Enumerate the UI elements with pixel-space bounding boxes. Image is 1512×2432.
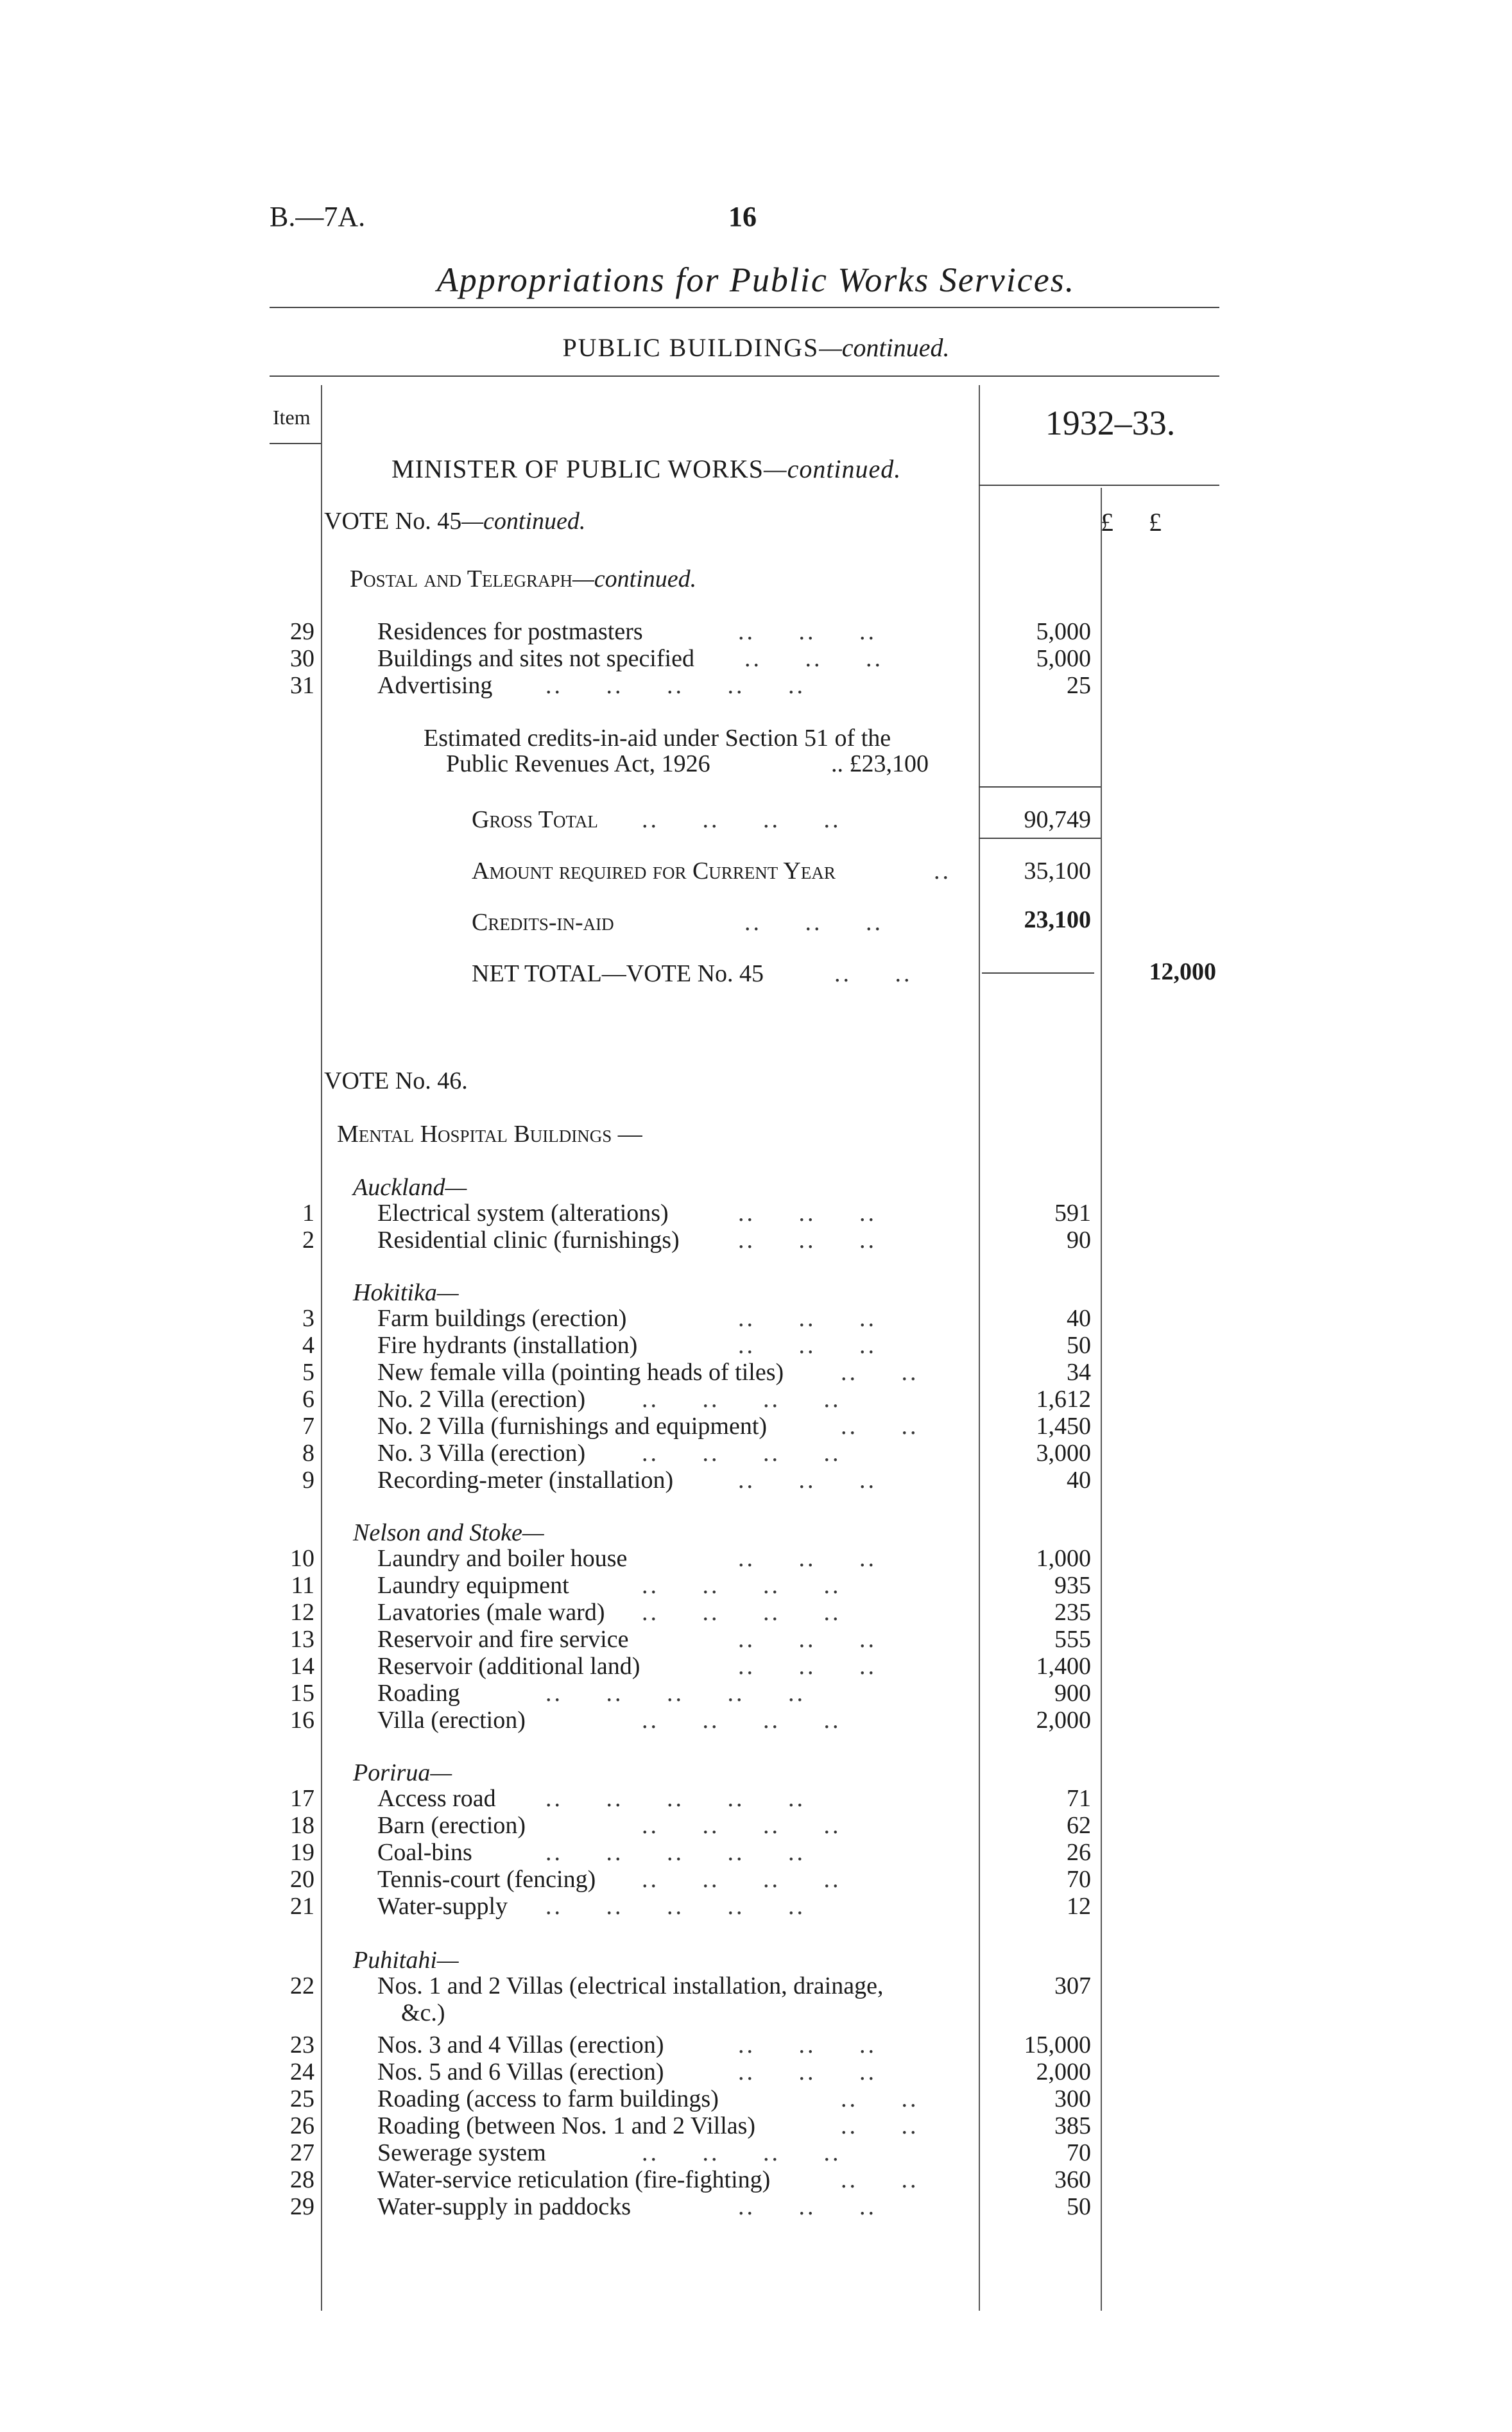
- leader-dots: .. ..: [841, 2166, 919, 2193]
- credits-note-line1: Estimated credits-in-aid under Section 51 of the: [424, 725, 891, 752]
- net-column-rule: [1101, 488, 1102, 2311]
- item-number: 20: [290, 1866, 314, 1893]
- item-description: No. 2 Villa (furnishings and equipment): [377, 1413, 768, 1440]
- item-description: Residences for postmasters: [377, 618, 643, 645]
- item-column-rule: [321, 385, 322, 2311]
- page-number: 16: [728, 201, 757, 232]
- leader-dots: .. .. ..: [738, 1626, 877, 1653]
- item-description: Nos. 3 and 4 Villas (erection): [377, 2031, 664, 2058]
- item-number: 16: [290, 1707, 314, 1734]
- item-number: 21: [290, 1893, 314, 1920]
- item-number: 9: [302, 1467, 314, 1494]
- item-amount: 34: [1067, 1359, 1091, 1386]
- leader-dots: .. ..: [841, 1359, 919, 1386]
- leader-dots: .. .. ..: [738, 1200, 877, 1227]
- leader-dots: .. .. .. .. ..: [546, 1785, 805, 1812]
- item-description-continued: &c.): [401, 1999, 445, 2026]
- leader-dots: .. ..: [834, 960, 913, 987]
- item-amount: 360: [1054, 2166, 1091, 2193]
- item-number: 22: [290, 1972, 314, 1999]
- item-number: 13: [290, 1626, 314, 1653]
- item-amount: 5,000: [1036, 618, 1091, 645]
- pound-sign-net-column: £: [1149, 508, 1162, 537]
- item-number: 19: [290, 1839, 314, 1866]
- place-heading: Porirua—: [353, 1759, 452, 1786]
- leader-dots: .. .. .. ..: [642, 806, 841, 833]
- gross-total-rule: [979, 786, 1101, 788]
- item-amount: 70: [1067, 1866, 1091, 1893]
- item-description: Recording-meter (installation): [377, 1467, 674, 1494]
- item-description: Lavatories (male ward): [377, 1599, 605, 1626]
- item-description: Water-service reticulation (fire-fighting): [377, 2166, 771, 2193]
- item-number: 10: [290, 1545, 314, 1572]
- item-amount: 900: [1054, 1680, 1091, 1707]
- minister-heading: MINISTER OF PUBLIC WORKS—continued.: [391, 454, 902, 483]
- item-description: Fire hydrants (installation): [377, 1332, 638, 1359]
- item-number: 7: [302, 1413, 314, 1440]
- place-heading: Nelson and Stoke—: [353, 1519, 544, 1546]
- item-description: Water-supply: [377, 1893, 508, 1920]
- item-description: Roading (between Nos. 1 and 2 Villas): [377, 2112, 756, 2139]
- credits-in-aid-amount: 23,100: [1024, 906, 1091, 933]
- leader-dots: .. .. .. .. ..: [546, 1839, 805, 1866]
- item-description: Buildings and sites not specified: [377, 645, 694, 672]
- item-amount: 71: [1067, 1785, 1091, 1812]
- document-code: B.—7A.: [270, 201, 366, 232]
- item-description: No. 2 Villa (erection): [377, 1386, 586, 1413]
- item-number: 31: [290, 672, 314, 699]
- net-total-amount: 12,000: [1149, 958, 1216, 985]
- item-description: Roading: [377, 1680, 460, 1707]
- item-number: 6: [302, 1386, 314, 1413]
- item-number: 25: [290, 2085, 314, 2112]
- item-number: 29: [290, 618, 314, 645]
- leader-dots: .. .. .. .. ..: [546, 1680, 805, 1707]
- item-amount: 1,450: [1036, 1413, 1091, 1440]
- leader-dots: ..: [934, 858, 951, 884]
- leader-dots: .. .. .. ..: [642, 1866, 841, 1893]
- amount-required-label: Amount required for Current Year: [472, 858, 836, 884]
- leader-dots: .. .. ..: [738, 1467, 877, 1494]
- leader-dots: .. .. ..: [738, 1545, 877, 1572]
- item-description: Tennis-court (fencing): [377, 1866, 596, 1893]
- place-heading: Puhitahi—: [353, 1947, 459, 1974]
- gross-total-amount: 90,749: [1024, 806, 1091, 833]
- item-number: 14: [290, 1653, 314, 1680]
- leader-dots: .. .. ..: [738, 2193, 877, 2220]
- item-amount: 300: [1054, 2085, 1091, 2112]
- leader-dots: .. .. .. ..: [642, 1572, 841, 1599]
- item-description: Laundry equipment: [377, 1572, 569, 1599]
- item-number: 17: [290, 1785, 314, 1812]
- gross-total-underline: [979, 838, 1101, 839]
- leader-dots: .. .. ..: [738, 2058, 877, 2085]
- vote-45-heading: VOTE No. 45—continued.: [324, 508, 586, 535]
- item-amount: 385: [1054, 2112, 1091, 2139]
- credits-note-line2: Public Revenues Act, 1926: [446, 750, 710, 777]
- postal-telegraph-heading: Postal and Telegraph—continued.: [350, 565, 697, 592]
- item-number: 24: [290, 2058, 314, 2085]
- item-description: Villa (erection): [377, 1707, 526, 1734]
- item-amount: 15,000: [1024, 2031, 1091, 2058]
- item-amount: 307: [1054, 1972, 1091, 1999]
- item-description: New female villa (pointing heads of tiles): [377, 1359, 784, 1386]
- item-amount: 26: [1067, 1839, 1091, 1866]
- item-amount: 62: [1067, 1812, 1091, 1839]
- item-description: Roading (access to farm buildings): [377, 2085, 719, 2112]
- item-number: 12: [290, 1599, 314, 1626]
- item-description: Reservoir and fire service: [377, 1626, 629, 1653]
- place-heading: Hokitika—: [353, 1279, 459, 1306]
- item-amount: 40: [1067, 1305, 1091, 1332]
- item-amount: 555: [1054, 1626, 1091, 1653]
- item-description: Nos. 1 and 2 Villas (electrical installation, drainage,: [377, 1972, 884, 1999]
- leader-dots: .. .. .. ..: [642, 2139, 841, 2166]
- section-rule: [270, 375, 1219, 377]
- leader-dots: .. .. ..: [738, 2031, 877, 2058]
- item-amount: 935: [1054, 1572, 1091, 1599]
- item-description: Nos. 5 and 6 Villas (erection): [377, 2058, 664, 2085]
- gross-total-label: Gross Total: [472, 806, 598, 833]
- leader-dots: .. .. .. ..: [642, 1440, 841, 1467]
- item-description: Barn (erection): [377, 1812, 526, 1839]
- net-total-label: NET TOTAL—VOTE No. 45: [472, 960, 764, 987]
- item-number: 26: [290, 2112, 314, 2139]
- item-description: Laundry and boiler house: [377, 1545, 628, 1572]
- amount-required-amount: 35,100: [1024, 858, 1091, 884]
- item-number: 2: [302, 1227, 314, 1254]
- item-number: 28: [290, 2166, 314, 2193]
- item-description: Water-supply in paddocks: [377, 2193, 631, 2220]
- place-heading: Auckland—: [353, 1174, 467, 1201]
- leader-dots: .. ..: [841, 2112, 919, 2139]
- item-amount: 2,000: [1036, 1707, 1091, 1734]
- item-amount: 12: [1067, 1893, 1091, 1920]
- leader-dots: .. .. ..: [738, 1305, 877, 1332]
- year-column-header: 1932–33.: [1045, 404, 1176, 442]
- item-number: 8: [302, 1440, 314, 1467]
- item-number: 4: [302, 1332, 314, 1359]
- item-amount: 50: [1067, 1332, 1091, 1359]
- item-number: 18: [290, 1812, 314, 1839]
- item-description: Coal-bins: [377, 1839, 472, 1866]
- title-rule: [270, 307, 1219, 308]
- item-amount: 591: [1054, 1200, 1091, 1227]
- item-description: Sewerage system: [377, 2139, 546, 2166]
- item-amount: 5,000: [1036, 645, 1091, 672]
- item-amount: 40: [1067, 1467, 1091, 1494]
- item-amount: 1,400: [1036, 1653, 1091, 1680]
- item-amount: 3,000: [1036, 1440, 1091, 1467]
- credits-in-aid-label: Credits-in-aid: [472, 909, 614, 936]
- leader-dots: .. .. ..: [744, 909, 883, 936]
- leader-dots: .. ..: [841, 2085, 919, 2112]
- item-amount: 1,612: [1036, 1386, 1091, 1413]
- item-number: 27: [290, 2139, 314, 2166]
- item-description: Farm buildings (erection): [377, 1305, 627, 1332]
- item-amount: 1,000: [1036, 1545, 1091, 1572]
- item-amount: 235: [1054, 1599, 1091, 1626]
- leader-dots: .. .. .. .. ..: [546, 1893, 805, 1920]
- item-number: 3: [302, 1305, 314, 1332]
- item-description: No. 3 Villa (erection): [377, 1440, 586, 1467]
- leader-dots: .. .. .. .. ..: [546, 672, 805, 699]
- item-description: Access road: [377, 1785, 496, 1812]
- leader-dots: .. .. .. ..: [642, 1599, 841, 1626]
- page-title: Appropriations for Public Works Services.: [436, 261, 1076, 299]
- leader-dots: .. ..: [841, 1413, 919, 1440]
- item-amount: 50: [1067, 2193, 1091, 2220]
- item-number: 29: [290, 2193, 314, 2220]
- leader-dots: .. .. ..: [738, 1227, 877, 1254]
- item-number: 15: [290, 1680, 314, 1707]
- year-header-rule: [979, 485, 1219, 486]
- item-column-header: Item: [273, 406, 311, 429]
- leader-dots: .. .. ..: [744, 645, 883, 672]
- leader-dots: .. .. .. ..: [642, 1812, 841, 1839]
- item-number: 5: [302, 1359, 314, 1386]
- item-number: 23: [290, 2031, 314, 2058]
- leader-dots: .. .. ..: [738, 1332, 877, 1359]
- item-description: Residential clinic (furnishings): [377, 1227, 680, 1254]
- item-number: 30: [290, 645, 314, 672]
- item-description: Reservoir (additional land): [377, 1653, 640, 1680]
- item-header-rule: [270, 443, 321, 444]
- item-number: 1: [302, 1200, 314, 1227]
- leader-dots: .. .. .. ..: [642, 1707, 841, 1734]
- item-description: Advertising: [377, 672, 493, 699]
- leader-dots: .. .. ..: [738, 618, 877, 645]
- item-number: 11: [291, 1572, 314, 1599]
- leader-dots: .. .. .. ..: [642, 1386, 841, 1413]
- credits-note-amount: .. £23,100: [831, 750, 929, 777]
- vote-46-heading: VOTE No. 46.: [324, 1067, 468, 1094]
- leader-dots: .. .. ..: [738, 1653, 877, 1680]
- mental-hospital-heading: Mental Hospital Buildings —: [337, 1121, 642, 1148]
- section-title: PUBLIC BUILDINGS—continued.: [562, 333, 950, 362]
- item-amount: 90: [1067, 1227, 1091, 1254]
- item-amount: 70: [1067, 2139, 1091, 2166]
- pound-sign-amount-column: £: [1101, 508, 1113, 537]
- item-description: Electrical system (alterations): [377, 1200, 669, 1227]
- item-amount: 2,000: [1036, 2058, 1091, 2085]
- item-amount: 25: [1067, 672, 1091, 699]
